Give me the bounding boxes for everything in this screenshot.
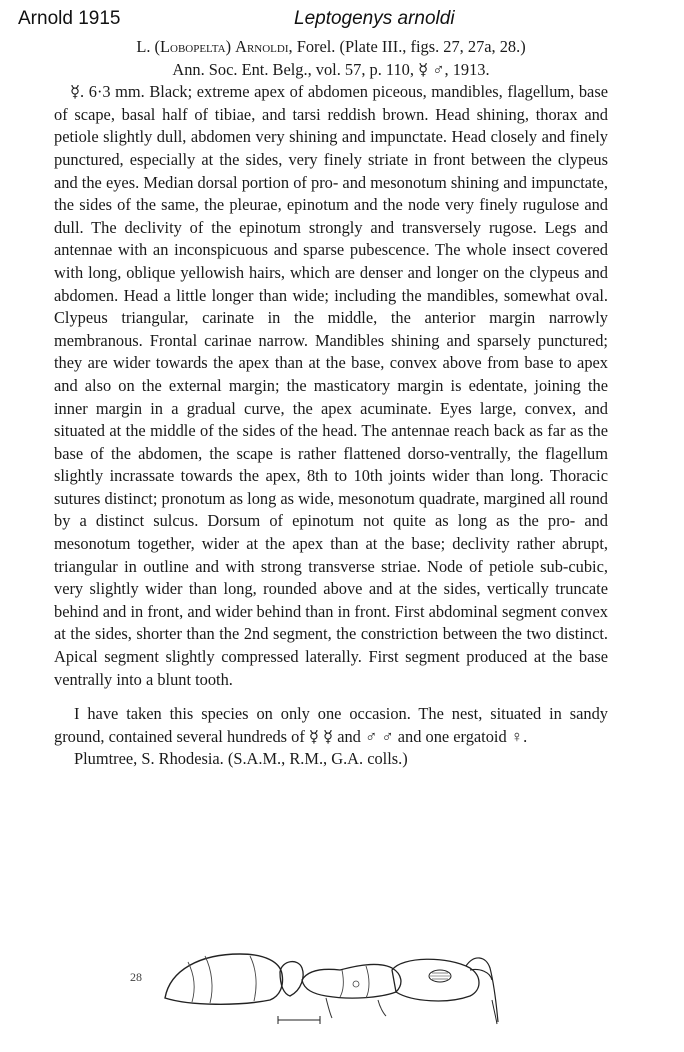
species-name: Leptogenys arnoldi [294, 8, 455, 29]
citation-subgenus: Lobopelta [159, 37, 226, 56]
description-paragraph: ☿. 6·3 mm. Black; extreme apex of abdomen piceous, mandibles, flagellum, base of scape, basal half of tibiae, and tarsi reddish brown. Head shining, thorax and petiole slightly dull, abdomen very shining and impunctate. Head closely and finely punctured, especially at the sides, very finely striate in front between the clypeus and the eyes. Median dorsal portion of pro- and mesonotum shining and impunctate, the sides of the same, the pleurae, epinotum and the node very finely rugulose and dull. The declivity of the epinotum strongly and transversely rugose. Legs and antennae with an inconspicuous and sparse pubescence. The whole insect covered with long, oblique yellowish hairs, which are denser and longer on the clypeus and abdomen. Head a little longer than wide; including the mandibles, somewhat oval. Clypeus triangular, carinate in the middle, the anterior margin narrowly membranous. Frontal carinae narrow. Mandibles shining and sparsely punctured; they are wider towards the apex than at the base, convex above from base to apex and also on the external margin; the masticatory margin is edentate, joining the inner margin in a gradual curve, the apex acuminate. Eyes large, convex, and situated at the middle of the sides of the head. The antennae reach back as far as the base of the abdomen, the scape is rather flattened dorso-ventrally, the flagellum slightly incrassate towards the apex, 8th to 10th joints wider than long. Thoracic sutures distinct; pronotum as long as wide, mesonotum quadrate, margined all round by a distinct sulcus. Dorsum of epinotum not quite as long as the pro- and mesonotum together, wider at the apex than at the base; declivity rather abrupt, triangular in outline and with strong transverse striae. Node of petiole sub-cubic, very slightly wider than long, rounded above and at the sides, vertically truncate behind and in front, and wider behind than in front. First abdominal segment convex at the sides, shorter than the 2nd segment, the constriction between the two distinct. Apical segment slightly compressed laterally. First segment produced at the base ventrally into a blunt tooth. [54, 82, 608, 689]
author-year: Arnold 1915 [18, 8, 121, 29]
citation-plate-ref: , Forel. (Plate III., figs. 27, 27a, 28.) [288, 37, 526, 56]
document-body [54, 36, 608, 771]
ant-thorax [302, 964, 401, 998]
ant-figure [130, 940, 530, 1030]
ant-gaster [165, 954, 283, 1004]
citation-line-1 [54, 36, 608, 59]
page-header [18, 8, 666, 34]
citation-separator: ) [225, 37, 236, 56]
citation-line-2: Ann. Soc. Ent. Belg., vol. 57, p. 110, ☿ ♂, 1913. [172, 59, 490, 79]
ant-antenna [466, 958, 498, 1022]
locality-line: Plumtree, S. Rhodesia. (S.A.M., R.M., G.A. colls.) [74, 749, 408, 769]
figure-label: 28 [130, 970, 142, 984]
citation-species: Arnoldi [235, 37, 289, 56]
note-paragraph: I have taken this species on only one occasion. The nest, situated in sandy ground, contained several hundreds of ☿ ☿ and ♂ ♂ and one ergatoid ♀. [54, 704, 608, 746]
ant-petiole [280, 962, 303, 996]
citation-genus: L. ( [136, 37, 160, 56]
scale-bar [278, 1016, 320, 1024]
ant-lateral-drawing [130, 940, 530, 1030]
